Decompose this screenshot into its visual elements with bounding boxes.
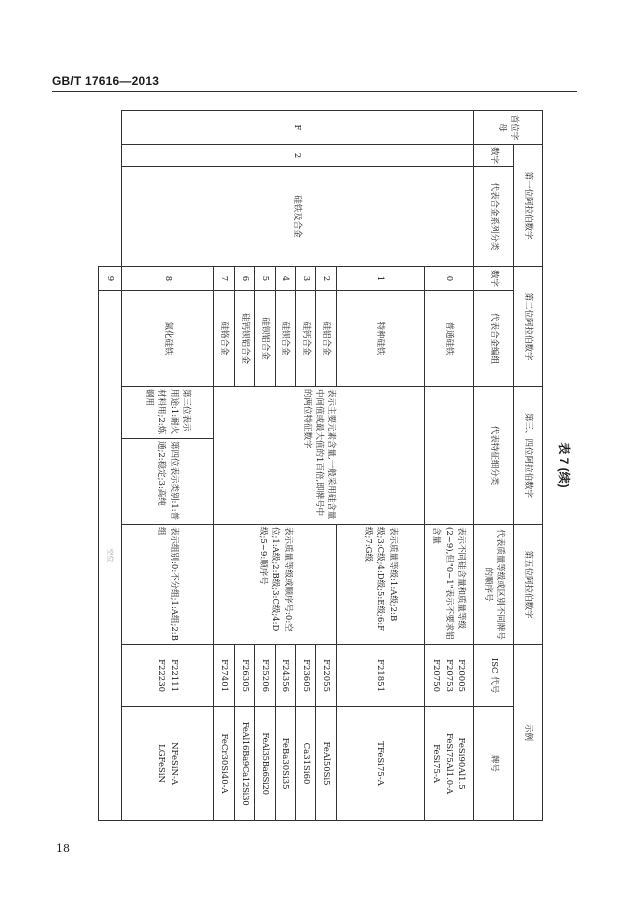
brand-header: 牌号 [473, 707, 514, 821]
row5-digit: 5 [255, 267, 275, 291]
feature-description: 表示主要元素含量,一般采用硅含量中间值或最大值的1百倍,即牌号中的两位特征数字 [214, 387, 424, 525]
row0-brand-1: FeSi90Al1.5 [456, 737, 467, 790]
prefix-header: 首位字母 [473, 111, 542, 145]
row0-isc-3: F20750 [431, 659, 442, 693]
row3-name: 硅钙合金 [296, 291, 316, 387]
row2-name: 硅铝合金 [316, 291, 336, 387]
row5-brand: FeAl35Ba6Si20 [255, 707, 275, 821]
row3-brand: Ca31Si60 [296, 707, 316, 821]
row0-name: 普通硅铁 [424, 291, 473, 387]
row9-digit: 9 [99, 267, 122, 291]
row0-brand-2: FeSi75Al1.0-A [443, 732, 454, 795]
table-caption: 表 7 (续) [557, 442, 571, 488]
row3-isc: F23605 [296, 645, 316, 707]
row8-name: 氮化硅铁 [121, 291, 214, 387]
group1-header: 第一位阿拉伯数字 [514, 145, 543, 267]
header-rule [52, 91, 577, 92]
digit-header-1: 数字 [473, 145, 514, 167]
row4-isc: F24356 [275, 645, 295, 707]
row7-digit: 7 [214, 267, 234, 291]
row5-name: 硅钡铝合金 [255, 291, 275, 387]
row5-isc: F25206 [255, 645, 275, 707]
row4-name: 硅钡合金 [275, 291, 295, 387]
group2-header: 第二位阿拉伯数字 [514, 267, 543, 387]
row8-grade: 表示组别:0:不分组;1:A组;2:B组 [121, 525, 214, 645]
isc-header: ISC 代号 [473, 645, 514, 707]
series-name: 硅铁及合金 [121, 167, 473, 267]
standard-number: GB/T 17616—2013 [52, 74, 160, 88]
page-number: 18 [56, 842, 70, 855]
feature-header: 代表特征细分类 [473, 387, 514, 525]
row9-note: 空位 [99, 291, 122, 821]
row8-digit: 8 [121, 267, 214, 291]
row0-isc-1: F20005 [456, 659, 467, 693]
series-digit: 2 [121, 145, 473, 167]
row8-brand [121, 707, 214, 821]
row0-grade: 表示不同硅含量和质量等级(2~9),但"0~1"表示不要求铝含量 [424, 525, 473, 645]
row7-isc: F27401 [214, 645, 234, 707]
row1-grade: 表示质量等级:1:A级;2:B级;3:C级;4:D级;5:E级;6:F级;7:G级 [336, 525, 424, 645]
grade-2-7: 表示质量等级或顺序号:0:空位;1:A级;2:B级;3:C级;4:D级;5~9:顺序号 [214, 525, 336, 645]
row1-isc: F21851 [336, 645, 424, 707]
row8-isc [121, 645, 214, 707]
row8-isc-2: F22230 [156, 659, 167, 693]
row8-use: 第三位表示用途:1:耐火材料用;2:炼钢用 [121, 387, 214, 439]
row0-feature-empty [424, 387, 473, 525]
example-header: 示例 [514, 645, 543, 821]
row4-brand: FeBa30Si35 [275, 707, 295, 821]
group5-header: 第五位阿拉伯数字 [514, 525, 543, 645]
row0-brand [424, 707, 473, 821]
alloy-code-table [98, 110, 543, 821]
row2-isc: F22055 [316, 645, 336, 707]
row6-brand: FeAl16Ba9Ca12Si30 [234, 707, 254, 821]
row4-digit: 4 [275, 267, 295, 291]
row7-brand: FeCr30Si40-A [214, 707, 234, 821]
row2-digit: 2 [316, 267, 336, 291]
row0-isc [424, 645, 473, 707]
series-header: 代表合金系列分类 [473, 167, 514, 267]
grade-header: 代表质量等级或区别不同牌号的顺序号 [473, 525, 514, 645]
row6-digit: 6 [234, 267, 254, 291]
row8-isc-1: F22111 [168, 659, 179, 693]
row8-brand-2: LGFeSiN [156, 744, 167, 783]
row8-type: 第四位表示类别:1:普通;2:稳定;3:高纯 [121, 439, 214, 525]
row3-digit: 3 [296, 267, 316, 291]
row6-isc: F26305 [234, 645, 254, 707]
rotated-table-panel [98, 110, 573, 820]
row7-name: 硅铬合金 [214, 291, 234, 387]
row0-isc-2: F20753 [443, 659, 454, 693]
row2-brand: FeAl50Si5 [316, 707, 336, 821]
alloy-code-header: 代表合金编组 [473, 291, 514, 387]
digit-header-2: 数字 [473, 267, 514, 291]
row8-brand-1: NFeSiN-A [168, 742, 179, 785]
row1-brand: TFeSi75-A [336, 707, 424, 821]
row1-digit: 1 [336, 267, 424, 291]
prefix-letter: F [121, 111, 473, 145]
row1-name: 特种硅铁 [336, 291, 424, 387]
row0-brand-3: FeSi75-A [431, 744, 442, 783]
row0-digit: 0 [424, 267, 473, 291]
row6-name: 硅钙钡铝合金 [234, 291, 254, 387]
group34-header: 第三、四位阿拉伯数字 [514, 387, 543, 525]
